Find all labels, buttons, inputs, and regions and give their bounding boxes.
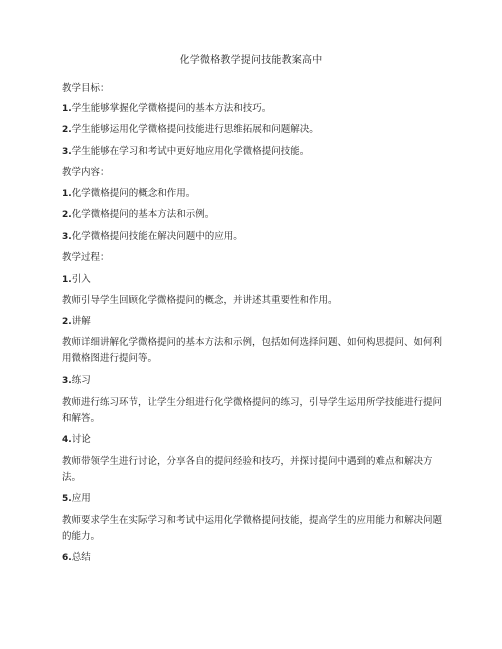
- content-item: [62, 230, 442, 244]
- process-step-label: 应用: [71, 493, 91, 504]
- process-step-number: 5.: [62, 494, 72, 504]
- goal-number: 3.: [62, 147, 72, 157]
- process-step-label: 总结: [71, 552, 91, 563]
- process-step-desc: 教师要求学生在实际学习和考试中运用化学微格提问技能，提高学生的应用能力和解决问题的能力。: [62, 515, 443, 542]
- process-step-desc: 教师带领学生进行讨论，分享各自的提问经验和技巧，并探讨提问中遇到的难点和解决方法。: [62, 456, 433, 483]
- process-step-label: 讨论: [71, 434, 91, 445]
- process-step-title: [62, 492, 442, 506]
- content-heading: 教学内容：: [62, 167, 110, 178]
- process-step-number: 4.: [62, 435, 72, 445]
- process-step-number: 3.: [62, 376, 72, 386]
- process-step-title: [62, 273, 442, 287]
- content-text: 化学微格提问技能在解决问题中的应用。: [71, 231, 243, 242]
- content-item: [62, 187, 442, 201]
- goal-text: 学生能够在学习和考试中更好地应用化学微格提问技能。: [71, 146, 310, 157]
- process-step-desc: 教师详细讲解化学微格提问的基本方法和示例，包括如何选择问题、如何构思提问、如何利用微格图进行提问等。: [62, 337, 443, 364]
- goal-number: 2.: [62, 125, 72, 135]
- process-step-label: 讲解: [71, 316, 91, 327]
- content-item: [62, 208, 442, 222]
- process-step-label: 练习: [71, 375, 91, 386]
- goals-heading: 教学目标：: [62, 83, 110, 94]
- process-step-title: [62, 551, 442, 565]
- process-step-number: 2.: [62, 317, 72, 327]
- goal-item: [62, 102, 442, 116]
- process-step-title: [62, 374, 442, 388]
- goal-item: [62, 123, 442, 137]
- process-step-label: 引入: [71, 274, 91, 285]
- goal-item: [62, 145, 442, 159]
- goal-number: 1.: [62, 104, 72, 114]
- content-text: 化学微格提问的概念和作用。: [71, 188, 196, 199]
- goal-text: 学生能够运用化学微格提问技能进行思维拓展和问题解决。: [71, 124, 319, 135]
- content-number: 1.: [62, 189, 72, 199]
- process-step-title: [62, 433, 442, 447]
- content-text: 化学微格提问的基本方法和示例。: [71, 209, 215, 220]
- process-step-desc: 教师引导学生回顾化学微格提问的概念，并讲述其重要性和作用。: [62, 295, 338, 306]
- process-step-number: 6.: [62, 553, 72, 563]
- goal-text: 学生能够掌握化学微格提问的基本方法和技巧。: [71, 103, 272, 114]
- document-title: 化学微格教学提问技能教案高中: [179, 55, 323, 66]
- process-step-title: [62, 315, 442, 329]
- process-step-desc: 教师进行练习环节，让学生分组进行化学微格提问的练习，引导学生运用所学技能进行提问和解答。: [62, 397, 443, 424]
- process-step-number: 1.: [62, 275, 72, 285]
- content-number: 2.: [62, 210, 72, 220]
- content-number: 3.: [62, 232, 72, 242]
- process-heading: 教学过程：: [62, 252, 110, 263]
